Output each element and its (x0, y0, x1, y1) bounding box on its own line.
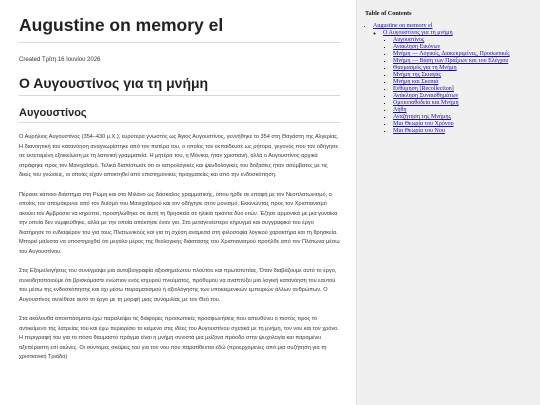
toc-item-section (383, 30, 534, 135)
toc-item (393, 114, 534, 121)
paragraph-3: Στις Εξομολογήσεις του συνέγραψε μια αυτοβιογραφία αξιοσημείωτου πλούτου και πρωτοτυπίας. Όταν διαβάζουμε αυτό το έργο, συνειδητοποιούμε ότι βρισκόμαστε ενώπιον ενός ισχυρού πνεύματος, πρόθυμου να αναπτύξει μια λογική κατανόηση του εαυτού του μέσω της ενδοσκόπησης και όχι μέσω πειραματισμού ή αξιολόγησης των υποκειμενικών εμπειριών άλλων ανθρώπων. Ο Αυγουστίνος συνέθεσε αυτό το έργο με τη μορφή μιας συνομιλίας με τον Θεό του. (19, 268, 337, 303)
created-date: Created Τρίτη 16 Ιουνίου 2026 (19, 57, 101, 63)
toc-sublist (383, 37, 534, 135)
toc-link-emotion-recall[interactable]: Ανάκληση Συναισθημάτων (393, 93, 459, 99)
toc-item (393, 128, 534, 135)
toc-item (393, 93, 534, 100)
toc-link-memory-logical[interactable]: Μνήμη — Λογικές, Διακεκριμένες, Προσωπικές (393, 51, 510, 57)
toc-list (365, 23, 534, 135)
toc-item (393, 44, 534, 51)
toc-link-memory-basis[interactable]: Μνήμη — Βάση των Πράξεων και του Ελέγχου (393, 58, 509, 64)
page-title: Augustine on memory el (19, 14, 340, 43)
section-heading: Ο Αυγουστίνος για τη μνήμη (19, 74, 340, 96)
toc-item (393, 37, 534, 44)
toc-link-theory-time[interactable]: Μια Θεωρία του Χρόνου (393, 121, 454, 127)
subsection-heading: Αυγουστίνος (19, 106, 340, 123)
toc-item (393, 65, 534, 72)
toc-link-memory-shadow[interactable]: Μνήμη της Σκιαγάς (393, 72, 441, 78)
toc-item-root (373, 23, 534, 135)
toc-link-augustine[interactable]: Αυγουστίνος (393, 37, 425, 43)
toc-link-wonder-memory[interactable]: Θαυμασμός για τη Μνήμη (393, 65, 457, 71)
toc-item (393, 79, 534, 86)
toc-item (393, 100, 534, 107)
toc-link-image-recall[interactable]: Ανάκληση Εικόνων (393, 44, 441, 50)
toc-title: Table of Contents (365, 10, 412, 17)
paragraph-4: Στα ακόλουθα αποσπάσματα έχω παραλείψει τις διάφορες προσωπικές προσφωνήσεις που απευθύνει ο πιστός προς το αντικείμενο της λατρείας του και έχω περιορίσει το κείμενο στις ιδέες του Αυγουστίνου σχετικά με τη μνήμη, τον νου και τον χρόνο. Η περιγραφή του για το πόσο θαυμαστό πράγμα είναι η μνήμη συνιστά μια μείζονα πρόοδο στην ψυχολογία και παραμένει αξεπέραστη επί αιώνες. Οι σύντομες σκέψεις του για τον νου που παρατίθενται εδώ (προερχόμενες από μια συζήτηση για τη χριστιανική Τριάδα) (19, 316, 339, 360)
toc-link-homeopathy[interactable]: Ομοιοπαθοδεία και Μνήμη (393, 100, 459, 106)
toc-link-forgetting[interactable]: Λήθη (393, 107, 407, 113)
toc-link-recollection[interactable]: Ενθύμηση [Recollection] (393, 86, 454, 92)
paragraph-2: Πέρασε κάποιο διάστημα στη Ρώμη και στο Μιλάνο ως δάσκαλος γραμματικής, όπου ήρθε σε επαφή με τον Νεοπλατωνισμό, ο οποίος τον απομάκρυνε από τον δυϊσμό του Μανιχαϊσμού και τον οδήγησε στον μονισμό. Εκκινώντας προς τον Χριστιανισμό ακούει τον Αμβρόσιο να κηρύττει, προσηλώθηκε σε αυτή τη θρησκεία σε ηλικία τριάντα δύο ετών. Έζησε αρμονικά με μια γυναίκα την οποία δεν νυμφεύθηκε, αλλά με την οποία απέκτησε έναν γιο. Στο μεταγενέστερο κήρυγμα και συγγραφικό του έργο διατήρησε το ενδιαφέρον του για τους Πλατωνικούς και για τη σχέση ανάμεσα στη φιλοσοφία λογικού χαρακτήρα και τη θρησκεία. Μπορεί μάλιστα να υποστηριχθεί ότι μεγάλο μέρος της θεολογικής διάστασης του Χριστιανισμού προήλθε από τον Πλάτωνα μέσω του Αυγουστίνου. (19, 191, 340, 255)
toc-link-root[interactable]: Augustine on memory el (373, 23, 433, 29)
toc-item (393, 58, 534, 65)
toc-item (393, 51, 534, 58)
paragraph-1: Ο Αυρήλιος Αυγουστίνος (354–430 μ.Χ.), ευρύτερα γνωστός ως Άγιος Αυγουστίνος, γεννήθηκε το 354 στη Θαγάστη της Αλγερίας. Η διανοητική του κατανόηση αναγνωρίστηκε από τον πατέρα του, ο οποίος τον εκπαίδευσε ως ρήτορα, γεγονός που τον οδήγησε σε εκτεταμένη εξοικείωση με τη λατινική γραμματεία. Η μητέρα του, η Μόνικα, ήταν χριστιανή, αλλά ο Αυγουστίνος αρχικά στράφηκε προς τον Μανιχαϊσμό. Τελικά διαπίστωσε ότι οι αστρολόγικές και ψευδολογικές του δοξασίες ήταν ασύμβατες με τις δικές του γνώσεις, οι οποίες είχαν αποκτηθεί από επιστημονικές πραγματείες και από την ενδοσκόπηση. (19, 134, 339, 178)
toc-item (393, 72, 534, 79)
toc-link-memory-view[interactable]: Μνήμη και Σκοπιά (393, 79, 439, 85)
toc-item (393, 121, 534, 128)
toc-sidebar (356, 0, 540, 405)
toc-item (393, 86, 534, 93)
toc-item (393, 107, 534, 114)
toc-link-section[interactable]: Ο Αυγουστίνος για τη μνήμη (383, 30, 453, 36)
toc-link-search-memory[interactable]: Αναζήτηση της Μνήμης (393, 114, 451, 120)
toc-link-theory-mind[interactable]: Μια Θεωρία του Νου (393, 128, 445, 134)
